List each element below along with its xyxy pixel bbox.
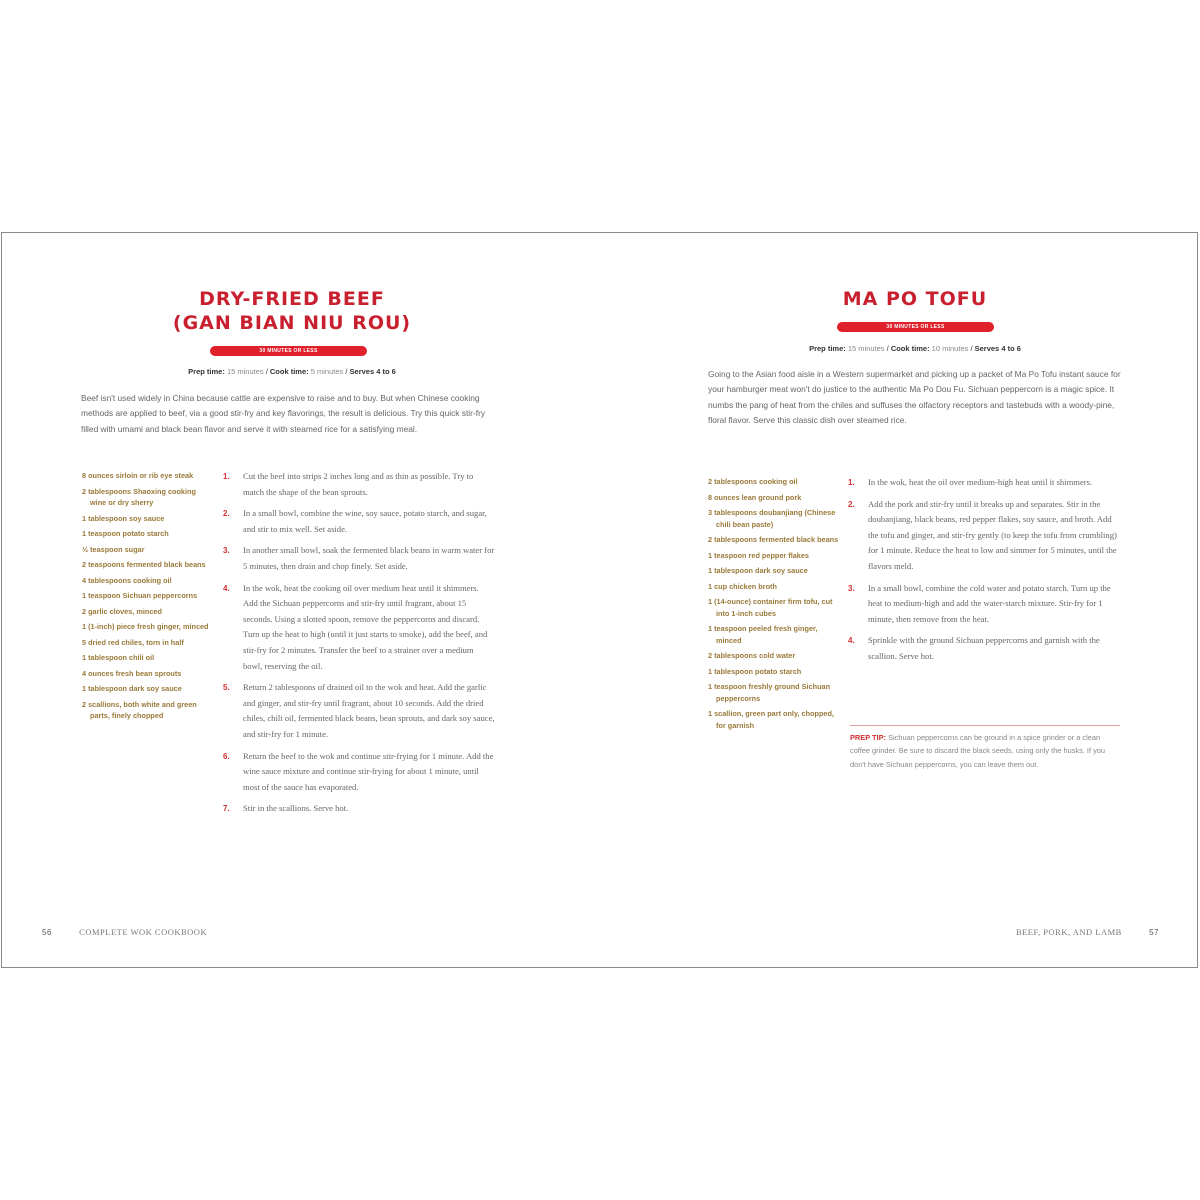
left-page (2, 233, 600, 967)
step-number: 4. (223, 583, 230, 593)
page-number: 56 (42, 928, 52, 937)
page-number: 57 (1149, 928, 1159, 937)
cook-label: Cook time: (269, 367, 309, 376)
step (848, 475, 1122, 491)
book-spread (1, 232, 1198, 968)
step-text: Sprinkle with the ground Sichuan peppercorns and garnish with the scallion. Serve hot. (868, 635, 1100, 661)
step-number: 1. (848, 478, 855, 487)
ingredient: 4 tablespoons cooking oil (82, 575, 172, 585)
left-footer (42, 927, 207, 937)
step-number: 3. (223, 546, 230, 556)
step-text: Add the pork and stir-fry until it breaks up and separates. Stir in the doubanjiang, black beans, red pepper flakes, soy sauce, and broth. Add the tofu and ginger, and stir-fry gently (to keep the tofu from crumbling) for 1 minute. Reduce the heat to low and simmer for 5 minutes, until the flavors meld. (868, 498, 1117, 571)
recipe-meta: Prep time: 15 minutes / Cook time: 5 minutes / Serves 4 to 6 (188, 367, 396, 376)
ingredient: 2 garlic cloves, minced (82, 606, 162, 616)
running-head: COMPLETE WOK COOKBOOK (79, 927, 208, 937)
step (223, 801, 495, 817)
step-text: Cut the beef into strips 2 inches long and as thin as possible. Try to match the shape of the bean sprouts. (243, 471, 474, 497)
step-number: 4. (848, 636, 855, 646)
step-text: In the wok, heat the cooking oil over medium heat until it shimmers. Add the Sichuan peppercorns and stir-fry until fragrant, about 15 seconds. Using a slotted spoon, remove the peppercorns and discard. Turn up the heat to high (until it just starts to smoke), add the beef, and stir-fry for 2 minutes. Transfer the beef to a strainer over a medium bowl, reserving the oil. (243, 582, 488, 671)
prep-tip (850, 725, 1120, 771)
recipe-meta: Prep time: 15 minutes / Cook time: 10 minutes / Serves 4 to 6 (809, 344, 1021, 353)
step (223, 680, 495, 742)
steps-list (848, 475, 1122, 671)
prep-label: Prep time: (809, 344, 846, 353)
ingredient: 2 tablespoons fermented black beans (708, 535, 839, 544)
ingredient: ½ teaspoon sugar (82, 544, 145, 554)
ingredient: 1 scallion, green part only, chopped, for garnish (708, 709, 834, 730)
step (223, 543, 495, 574)
recipe-title: MA PO TOFU (842, 288, 988, 310)
recipe-title-line-2: (GAN BIAN NIU ROU) (172, 312, 412, 334)
step-number: 2. (223, 509, 230, 519)
step-text: Return 2 tablespoons of drained oil to the wok and heat. Add the garlic and ginger, and stir-fry until fragrant, about 10 seconds. Add the dried chiles, chili oil, fermented black beans, bean sprouts, and dark soy sauce, and stir-fry for 1 minute. (243, 682, 495, 739)
ingredient: 1 (14-ounce) container firm tofu, cut into 1-inch cubes (708, 597, 833, 618)
ingredient: 1 (1-inch) piece fresh ginger, minced (82, 622, 209, 631)
right-page (600, 233, 1197, 967)
cook-value: 5 minutes (310, 367, 344, 376)
cook-label: Cook time: (890, 344, 930, 353)
recipe-title (142, 287, 442, 335)
ingredient: 1 teaspoon Sichuan peppercorns (82, 591, 198, 600)
step-number: 2. (848, 499, 855, 509)
ingredient: 3 tablespoons doubanjiang (Chinese chili bean paste) (708, 508, 836, 529)
step-text: In a small bowl, combine the cold water and potato starch. Turn up the heat to medium-high and add the water-starch mixture. Stir-fry for 1 minute, then remove from the heat. (868, 582, 1111, 624)
ingredient: 1 tablespoon dark soy sauce (82, 684, 182, 693)
serves: Serves 4 to 6 (349, 367, 396, 376)
step (848, 497, 1122, 575)
running-head: BEEF, PORK, AND LAMB (1015, 927, 1122, 937)
ingredient: 2 tablespoons Shaoxing cooking wine or dry sherry (82, 486, 196, 507)
steps-list (223, 469, 495, 823)
recipe-title-line-1: DRY-FRIED BEEF (199, 288, 385, 310)
ingredient: 1 teaspoon peeled fresh ginger, minced (708, 624, 818, 645)
step (848, 633, 1122, 664)
step-text: In a small bowl, combine the wine, soy sauce, potato starch, and sugar, and stir to mix well. Set aside. (243, 508, 487, 534)
ingredient: 1 tablespoon chili oil (82, 653, 155, 662)
ingredient: 1 tablespoon potato starch (708, 666, 802, 676)
ingredient: 2 tablespoons cold water (708, 651, 796, 660)
prep-label: Prep time: (188, 367, 225, 376)
step (223, 749, 495, 796)
step-text: Stir in the scallions. Serve hot. (243, 803, 349, 814)
step-number: 1. (223, 472, 230, 481)
prep-value: 15 minutes (847, 344, 885, 353)
prep-tip-text: Sichuan peppercorns can be ground in a spice grinder or a clean coffee grinder. Be sure to discard the black seeds, using only the husks. If you don't have Sichuan peppercorns, you can leave them out. (850, 733, 1105, 769)
step-number: 5. (223, 683, 230, 693)
ingredients-list (708, 476, 840, 735)
ingredient: 1 cup chicken broth (708, 581, 777, 591)
prep-tip-label: PREP TIP: (850, 733, 887, 742)
recipe-intro: Going to the Asian food aisle in a Western supermarket and picking up a packet of Ma Po Tofu instant sauce for your hamburger meat won't do justice to the authentic Ma Po Dou Fu. Sichuan peppercorn is a magic spice. It numbs the pang of heat from the chiles and suffuses the olfactory receptors and tastebuds with a woody-pine, floral flavor. Serve this classic dish over steamed rice. (708, 369, 1121, 426)
cook-value: 10 minutes (931, 344, 969, 353)
step-number: 7. (223, 804, 230, 814)
step (223, 506, 495, 537)
step (848, 581, 1122, 628)
right-footer (1016, 927, 1159, 937)
step-number: 3. (848, 583, 855, 593)
ingredient: 1 teaspoon red pepper flakes (708, 550, 809, 560)
serves: Serves 4 to 6 (974, 344, 1021, 353)
step-text: Return the beef to the wok and continue stir-frying for 1 minute. Add the wine sauce mixture and continue stir-frying for about 1 minute, until most of the sauce has evaporated. (243, 750, 494, 792)
ingredient: 8 ounces sirloin or rib eye steak (82, 471, 194, 480)
ingredient: 1 tablespoon dark soy sauce (708, 566, 808, 575)
ingredient: 2 teaspoons fermented black beans (82, 560, 206, 569)
step (223, 581, 495, 675)
recipe-intro: Beef isn't used widely in China because cattle are expensive to raise and to buy. But when Chinese cooking methods are applied to beef, via a good stir-fry and key flavorings, the result is delicious. Try this quick stir-fry filled with umami and black bean flavor and serve it with steamed rice for a satisfying meal. (81, 393, 486, 434)
ingredient: 1 teaspoon potato starch (82, 529, 169, 538)
step-number: 6. (223, 751, 230, 761)
prep-value: 15 minutes (226, 367, 264, 376)
time-badge: 30 MINUTES OR LESS (837, 322, 994, 332)
time-badge: 30 MINUTES OR LESS (210, 346, 367, 356)
ingredient: 2 scallions, both white and green parts, finely chopped (82, 699, 197, 720)
step-text: In another small bowl, soak the fermented black beans in warm water for 5 minutes, then drain and chop finely. Set aside. (243, 545, 495, 571)
ingredient: 2 tablespoons cooking oil (708, 477, 798, 486)
ingredients-list (82, 470, 210, 726)
ingredient: 5 dried red chiles, torn in half (82, 637, 184, 647)
step (223, 469, 495, 500)
ingredient: 4 ounces fresh bean sprouts (82, 668, 182, 678)
ingredient: 8 ounces lean ground pork (708, 492, 802, 502)
ingredient: 1 teaspoon freshly ground Sichuan peppercorns (708, 682, 831, 703)
step-text: In the wok, heat the oil over medium-high heat until it shimmers. (868, 477, 1093, 487)
ingredient: 1 tablespoon soy sauce (82, 513, 165, 523)
